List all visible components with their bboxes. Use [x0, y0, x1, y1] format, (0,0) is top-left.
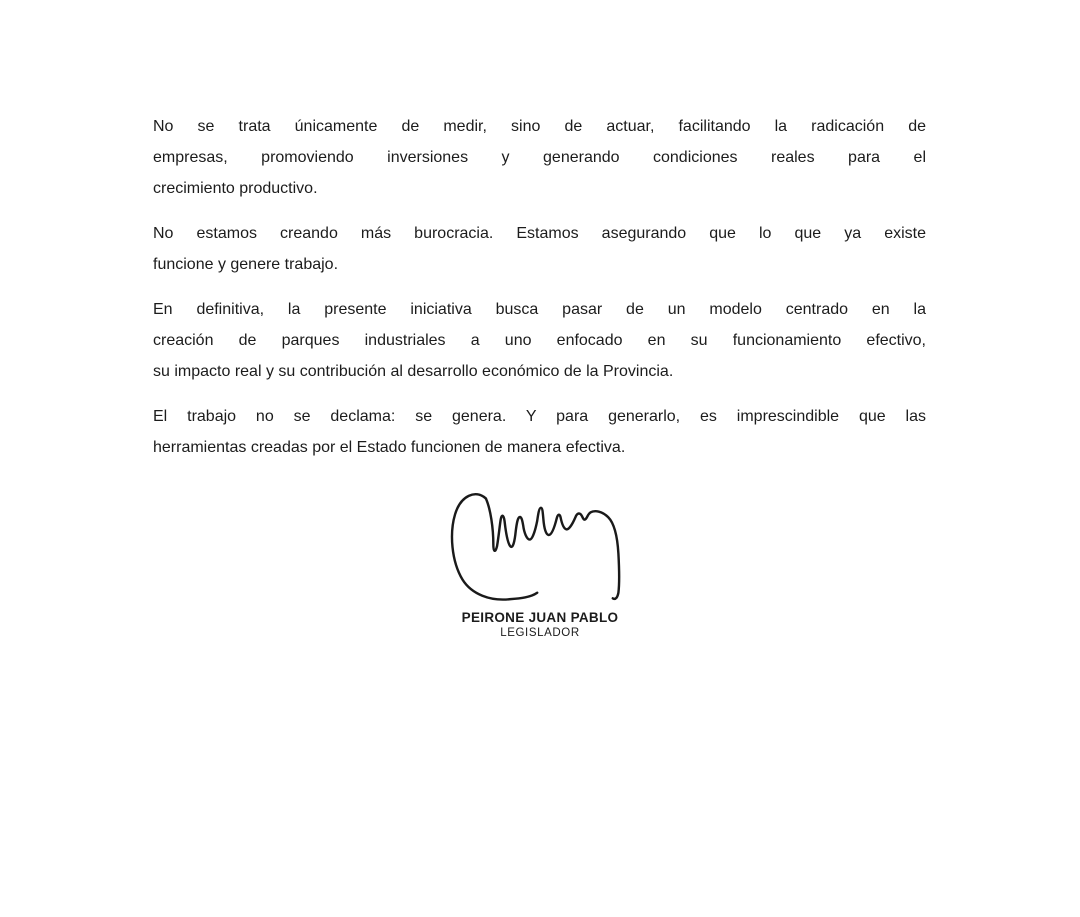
- paragraph-4: [153, 401, 926, 463]
- text-line: El trabajo no se declama: se genera. Y para generarlo, es imprescindible que las: [153, 408, 926, 425]
- signatory-title: LEGISLADOR: [500, 627, 580, 639]
- paragraph-1: [153, 111, 926, 204]
- text-line: empresas, promoviendo inversiones y generando condiciones reales para el: [153, 149, 926, 166]
- text-line: su impacto real y su contribución al desarrollo económico de la Provincia.: [153, 363, 674, 380]
- signatory-name: PEIRONE JUAN PABLO: [461, 610, 619, 625]
- text-line: En definitiva, la presente iniciativa busca pasar de un modelo centrado en la: [153, 301, 926, 318]
- paragraph-2: [153, 218, 926, 280]
- text-line: herramientas creadas por el Estado funcionen de manera efectiva.: [153, 439, 626, 456]
- text-line: crecimiento productivo.: [153, 180, 318, 197]
- signature-block: [0, 486, 1080, 641]
- text-line: creación de parques industriales a uno enfocado en su funcionamiento efectivo,: [153, 332, 926, 349]
- text-line: funcione y genere trabajo.: [153, 256, 339, 273]
- paragraph-3: [153, 294, 926, 387]
- body-text: [153, 111, 926, 477]
- signature-scribble-icon: [442, 486, 638, 608]
- text-line: No estamos creando más burocracia. Estamos asegurando que lo que ya existe: [153, 225, 926, 242]
- text-line: No se trata únicamente de medir, sino de actuar, facilitando la radicación de: [153, 118, 926, 135]
